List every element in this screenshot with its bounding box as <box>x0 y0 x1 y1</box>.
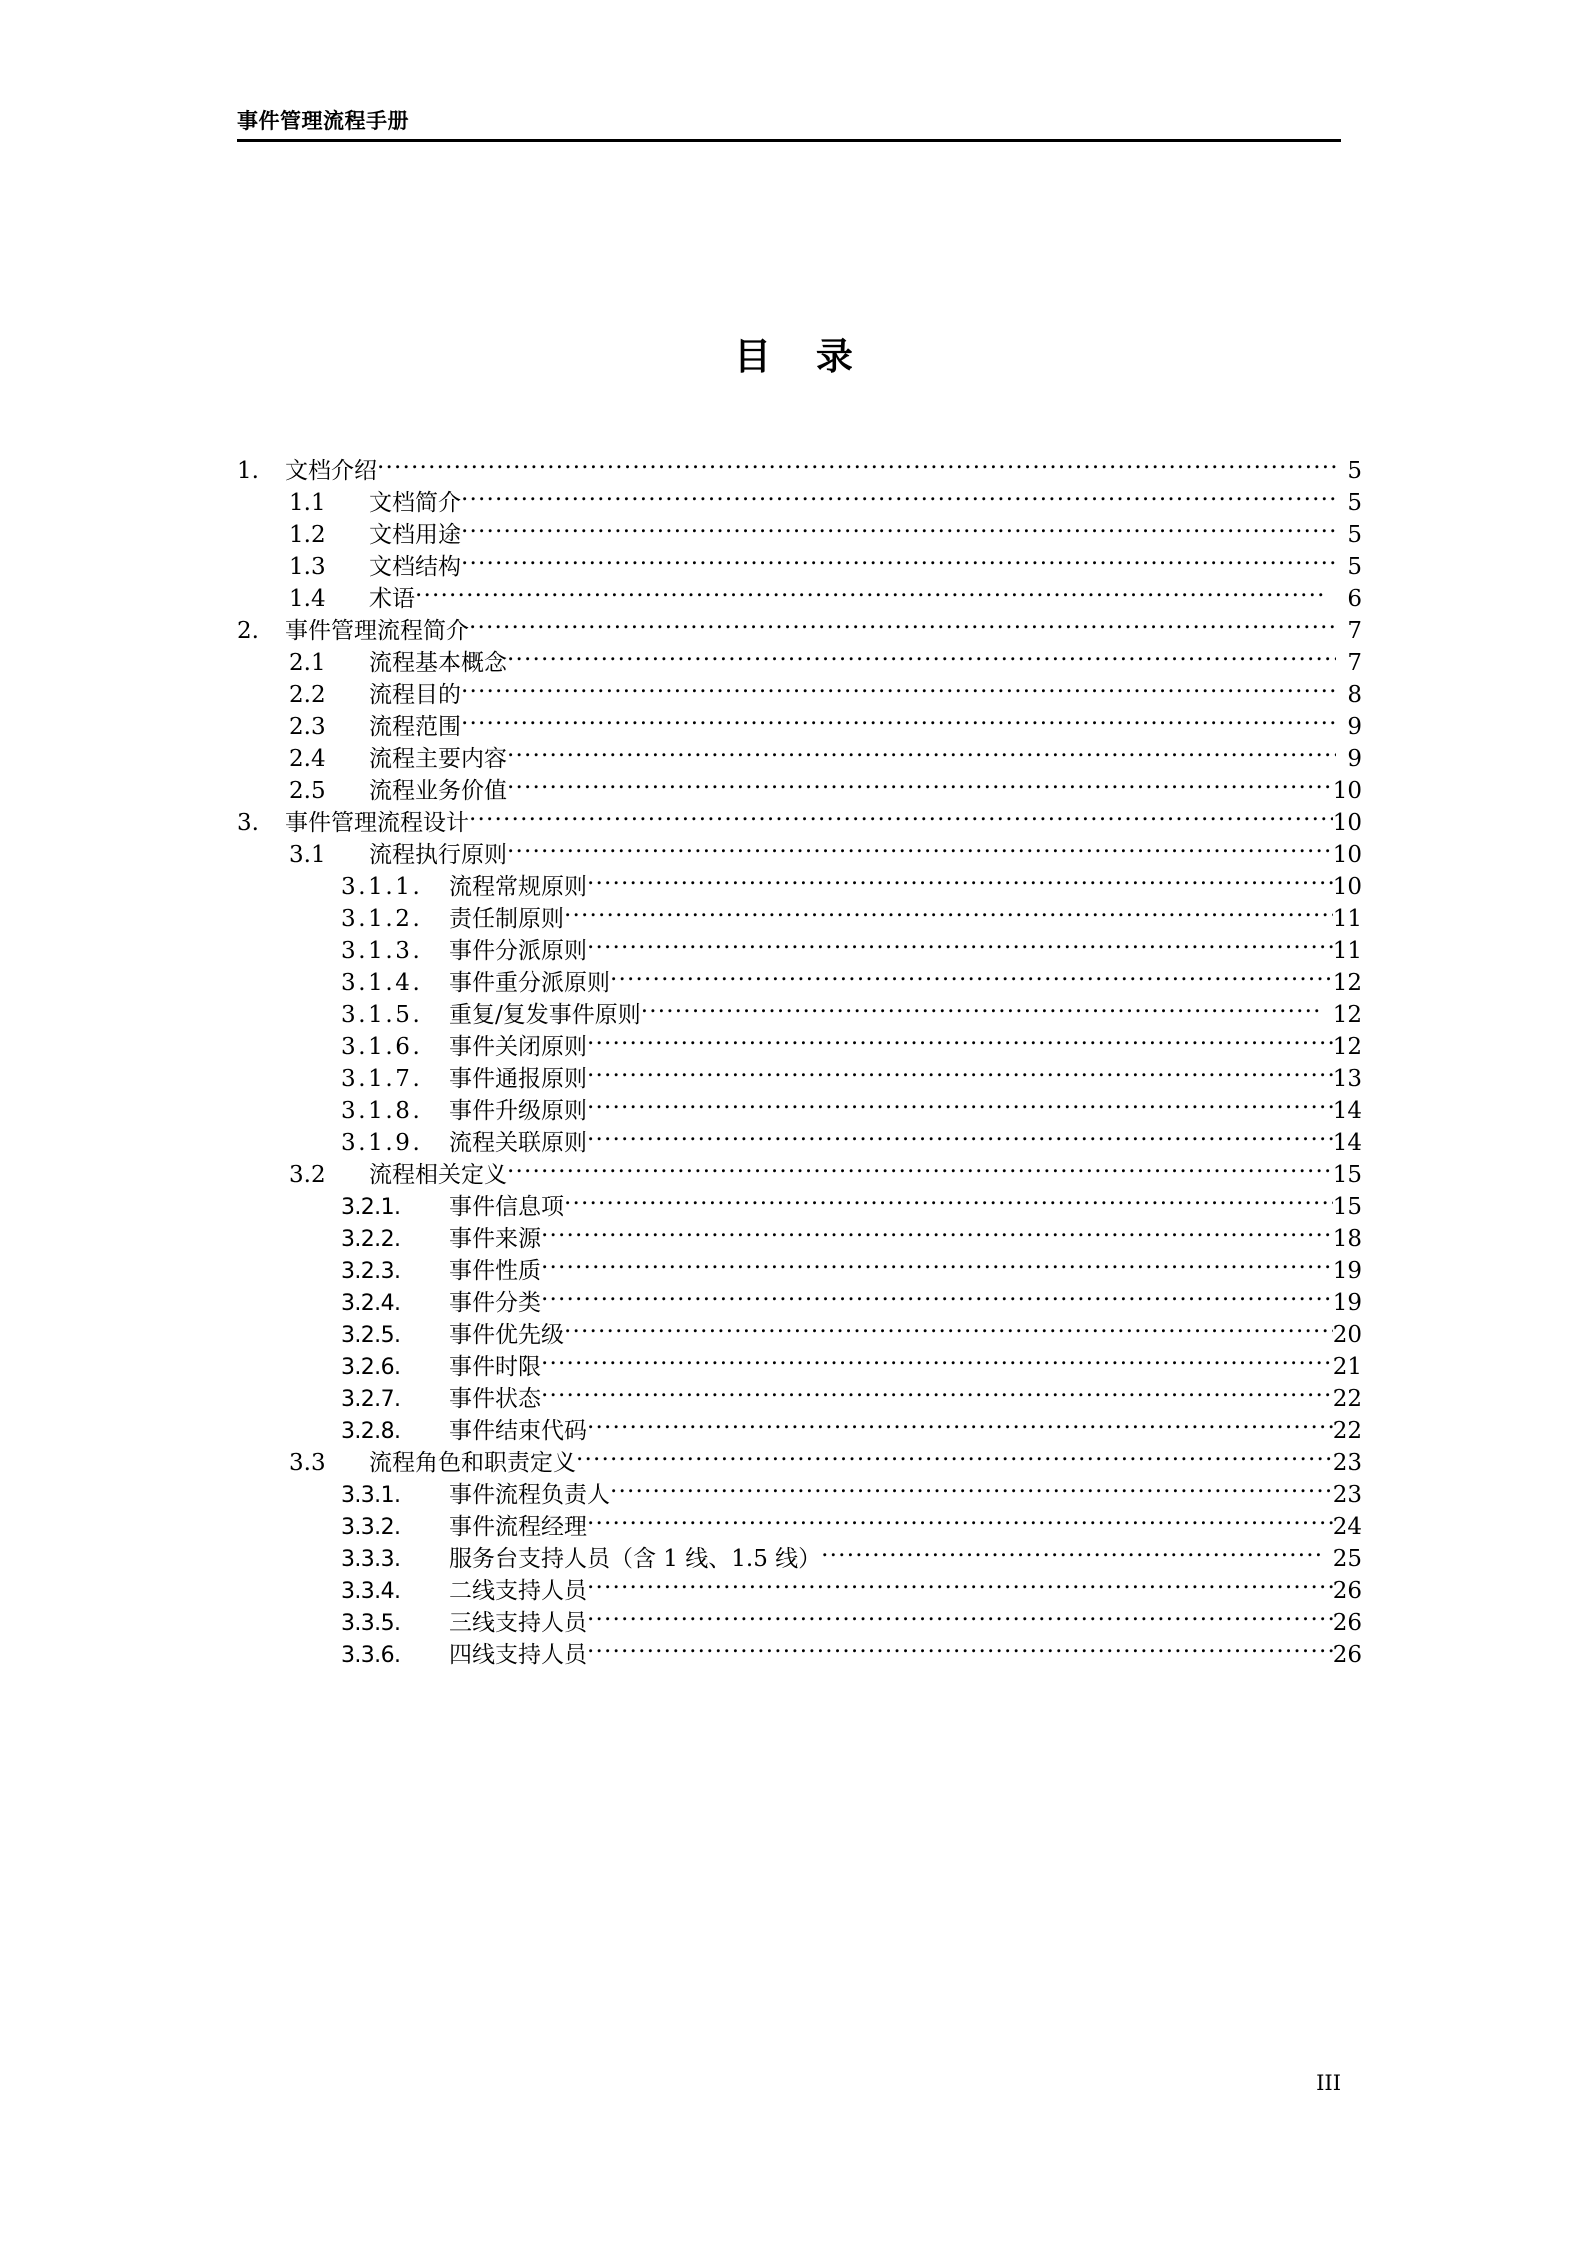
toc-entry[interactable] <box>237 551 1362 583</box>
toc-leader-dots <box>461 679 1336 702</box>
toc-entry-number: 3.3.2. <box>341 1515 401 1540</box>
toc-leader-dots <box>564 1319 1333 1342</box>
toc-entry[interactable] <box>237 487 1362 519</box>
toc-entry-page-number: 13 <box>1332 1066 1362 1092</box>
toc-entry-number: 3.1.9. <box>341 1130 423 1156</box>
toc-leader-dots <box>587 1031 1333 1054</box>
toc-entry[interactable] <box>237 1319 1362 1351</box>
toc-entry-label: 事件通报原则 <box>449 1066 587 1092</box>
toc-entry-number: 3.1.5. <box>341 1002 423 1028</box>
toc-leader-dots <box>541 1351 1333 1374</box>
toc-entry-number: 3.2.2. <box>341 1227 401 1252</box>
toc-leader-dots <box>587 1639 1333 1662</box>
toc-entry-label: 事件信息项 <box>449 1194 564 1220</box>
toc-entry-page-number: 23 <box>1332 1482 1362 1508</box>
toc-leader-dots <box>507 839 1333 862</box>
header-divider <box>237 139 1341 142</box>
toc-entry-number: 3.1.8. <box>341 1098 423 1124</box>
toc-entry-number: 3.3.5. <box>341 1611 401 1636</box>
toc-entry[interactable] <box>237 1159 1362 1191</box>
page-title: 目 录 <box>734 335 869 378</box>
toc-entry-page-number: 22 <box>1332 1386 1362 1412</box>
toc-leader-dots <box>461 519 1336 542</box>
running-header <box>237 108 1341 142</box>
toc-entry-label: 流程业务价值 <box>369 778 507 804</box>
toc-entry-number: 1.2 <box>289 522 326 548</box>
toc-entry-label: 事件流程负责人 <box>449 1482 610 1508</box>
toc-entry-number: 2.1 <box>289 650 326 676</box>
toc-leader-dots <box>507 775 1333 798</box>
toc-entry[interactable] <box>237 1127 1362 1159</box>
toc-entry-page-number: 26 <box>1332 1578 1362 1604</box>
toc-entry[interactable] <box>237 1255 1362 1287</box>
toc-entry[interactable] <box>237 519 1362 551</box>
toc-entry[interactable] <box>237 647 1362 679</box>
toc-entry-number: 3.3.6. <box>341 1643 401 1668</box>
toc-entry-number: 3.3 <box>289 1450 326 1476</box>
toc-entry[interactable] <box>237 1447 1362 1479</box>
toc-leader-dots <box>610 967 1333 990</box>
toc-entry[interactable] <box>237 679 1362 711</box>
toc-entry-number: 3.2.4. <box>341 1291 401 1316</box>
toc-entry-number: 1.4 <box>289 586 326 612</box>
toc-entry-page-number: 19 <box>1332 1290 1362 1316</box>
toc-entry-label: 事件来源 <box>449 1226 541 1252</box>
toc-entry-number: 3.1.7. <box>341 1066 423 1092</box>
toc-leader-dots <box>587 1415 1333 1438</box>
toc-entry-page-number: 5 <box>1347 458 1362 484</box>
toc-entry-page-number: 10 <box>1332 778 1362 804</box>
toc-leader-dots <box>564 1191 1333 1214</box>
toc-entry-label: 重复/复发事件原则 <box>449 1002 641 1028</box>
toc-entry[interactable] <box>237 807 1362 839</box>
toc-entry-label: 文档用途 <box>369 522 461 548</box>
toc-entry-label: 流程主要内容 <box>369 746 507 772</box>
toc-entry-page-number: 10 <box>1332 810 1362 836</box>
toc-entry[interactable] <box>237 1351 1362 1383</box>
toc-entry-number: 3.2 <box>289 1162 326 1188</box>
toc-leader-dots <box>587 935 1333 958</box>
toc-leader-dots <box>469 807 1333 830</box>
toc-leader-dots <box>377 455 1336 478</box>
toc-entry-label: 文档简介 <box>369 490 461 516</box>
toc-entry-page-number: 26 <box>1332 1610 1362 1636</box>
toc-leader-dots <box>587 1127 1333 1150</box>
toc-leader-dots <box>610 1479 1333 1502</box>
toc-entry-page-number: 7 <box>1347 650 1362 676</box>
toc-entry-page-number: 24 <box>1332 1514 1362 1540</box>
toc-leader-dots <box>587 1575 1333 1598</box>
toc-entry[interactable] <box>237 1639 1362 1671</box>
toc-entry[interactable] <box>237 1479 1362 1511</box>
toc-entry-page-number: 26 <box>1332 1642 1362 1668</box>
toc-entry-page-number: 12 <box>1332 1002 1362 1028</box>
toc-leader-dots <box>541 1287 1333 1310</box>
toc-entry-number: 3.1.6. <box>341 1034 423 1060</box>
toc-entry-number: 2. <box>237 618 259 644</box>
toc-entry-label: 文档结构 <box>369 554 461 580</box>
toc-leader-dots <box>461 551 1336 574</box>
toc-entry-page-number: 12 <box>1332 970 1362 996</box>
toc-leader-dots <box>641 999 1323 1022</box>
toc-entry-page-number: 10 <box>1332 842 1362 868</box>
toc-entry-label: 事件管理流程设计 <box>285 810 469 836</box>
toc-leader-dots <box>587 1511 1333 1534</box>
toc-entry-number: 1.3 <box>289 554 326 580</box>
toc-entry-label: 责任制原则 <box>449 906 564 932</box>
toc-entry-number: 3.2.3. <box>341 1259 401 1284</box>
toc-leader-dots <box>507 743 1336 766</box>
toc-entry[interactable] <box>237 1095 1362 1127</box>
toc-entry-page-number: 18 <box>1332 1226 1362 1252</box>
toc-entry-page-number: 22 <box>1332 1418 1362 1444</box>
toc-entry-label: 事件状态 <box>449 1386 541 1412</box>
toc-entry-page-number: 5 <box>1347 554 1362 580</box>
toc-entry-page-number: 20 <box>1332 1322 1362 1348</box>
toc-entry[interactable] <box>237 1383 1362 1415</box>
toc-entry-number: 2.4 <box>289 746 326 772</box>
toc-entry-label: 事件升级原则 <box>449 1098 587 1124</box>
toc-entry-number: 3.3.3. <box>341 1547 401 1572</box>
toc-entry[interactable] <box>237 1031 1362 1063</box>
toc-leader-dots <box>587 1095 1333 1118</box>
toc-leader-dots <box>587 871 1333 894</box>
toc-entry[interactable] <box>237 711 1362 743</box>
toc-entry-label: 三线支持人员 <box>449 1610 587 1636</box>
toc-entry[interactable] <box>237 615 1362 647</box>
toc-entry-label: 术语 <box>369 586 415 612</box>
toc-entry[interactable] <box>237 1575 1362 1607</box>
toc-entry-page-number: 14 <box>1332 1098 1362 1124</box>
toc-entry-label: 事件优先级 <box>449 1322 564 1348</box>
toc-entry-number: 3.1.3. <box>341 938 423 964</box>
toc-leader-dots <box>507 647 1336 670</box>
toc-entry[interactable] <box>237 1511 1362 1543</box>
toc-entry-page-number: 6 <box>1347 586 1362 612</box>
toc-entry[interactable] <box>237 1287 1362 1319</box>
toc-entry-page-number: 11 <box>1332 906 1362 932</box>
toc-entry-number: 3.1 <box>289 842 326 868</box>
toc-entry-label: 流程范围 <box>369 714 461 740</box>
toc-entry[interactable] <box>237 935 1362 967</box>
toc-leader-dots <box>415 583 1326 606</box>
toc-entry[interactable] <box>237 775 1362 807</box>
toc-leader-dots <box>541 1223 1333 1246</box>
toc-leader-dots <box>461 711 1336 734</box>
toc-entry[interactable] <box>237 1191 1362 1223</box>
toc-entry-label: 事件分派原则 <box>449 938 587 964</box>
toc-entry[interactable] <box>237 967 1362 999</box>
toc-entry-page-number: 9 <box>1347 746 1362 772</box>
table-of-contents <box>237 455 1362 1671</box>
toc-entry[interactable] <box>237 1223 1362 1255</box>
header-document-title: 事件管理流程手册 <box>237 109 409 133</box>
toc-entry-label: 流程关联原则 <box>449 1130 587 1156</box>
toc-entry-page-number: 5 <box>1347 522 1362 548</box>
toc-entry-label: 事件流程经理 <box>449 1514 587 1540</box>
toc-entry-page-number: 25 <box>1332 1546 1362 1572</box>
toc-entry-label: 事件结束代码 <box>449 1418 587 1444</box>
toc-entry-number: 3.1.1. <box>341 874 423 900</box>
toc-entry[interactable] <box>237 583 1362 615</box>
toc-entry-number: 1.1 <box>289 490 326 516</box>
toc-entry[interactable] <box>237 1415 1362 1447</box>
toc-entry-page-number: 9 <box>1347 714 1362 740</box>
toc-entry-label: 流程执行原则 <box>369 842 507 868</box>
toc-entry-page-number: 11 <box>1332 938 1362 964</box>
toc-entry-number: 3.2.1. <box>341 1195 401 1220</box>
toc-entry-page-number: 15 <box>1332 1162 1362 1188</box>
toc-entry-label: 事件时限 <box>449 1354 541 1380</box>
toc-entry-page-number: 5 <box>1347 490 1362 516</box>
toc-entry[interactable] <box>237 455 1362 487</box>
toc-entry-label: 事件重分派原则 <box>449 970 610 996</box>
toc-entry-label: 事件性质 <box>449 1258 541 1284</box>
toc-entry-label: 流程角色和职责定义 <box>369 1450 576 1476</box>
toc-entry-number: 3.2.8. <box>341 1419 401 1444</box>
toc-entry-number: 3.1.2. <box>341 906 423 932</box>
toc-leader-dots <box>821 1543 1323 1566</box>
toc-entry-label: 服务台支持人员（含 1 线、1.5 线） <box>449 1546 822 1572</box>
toc-entry-label: 事件分类 <box>449 1290 541 1316</box>
toc-entry[interactable] <box>237 1607 1362 1639</box>
toc-entry[interactable] <box>237 903 1362 935</box>
toc-entry-number: 3.3.1. <box>341 1483 401 1508</box>
toc-entry[interactable] <box>237 1543 1362 1575</box>
toc-leader-dots <box>541 1255 1333 1278</box>
toc-entry-label: 事件关闭原则 <box>449 1034 587 1060</box>
toc-leader-dots <box>587 1607 1333 1630</box>
toc-entry-number: 1. <box>237 458 259 484</box>
toc-entry-page-number: 19 <box>1332 1258 1362 1284</box>
toc-entry-page-number: 15 <box>1332 1194 1362 1220</box>
toc-entry[interactable] <box>237 839 1362 871</box>
toc-entry-label: 流程相关定义 <box>369 1162 507 1188</box>
toc-entry-page-number: 23 <box>1332 1450 1362 1476</box>
toc-entry-page-number: 7 <box>1347 618 1362 644</box>
toc-entry-number: 3.2.5. <box>341 1323 401 1348</box>
toc-entry[interactable] <box>237 1063 1362 1095</box>
toc-entry-label: 二线支持人员 <box>449 1578 587 1604</box>
toc-entry-page-number: 8 <box>1347 682 1362 708</box>
toc-entry[interactable] <box>237 999 1362 1031</box>
toc-entry-number: 3.3.4. <box>341 1579 401 1604</box>
toc-entry[interactable] <box>237 871 1362 903</box>
toc-entry-label: 事件管理流程简介 <box>285 618 469 644</box>
toc-entry-number: 3.1.4. <box>341 970 423 996</box>
toc-entry-label: 四线支持人员 <box>449 1642 587 1668</box>
toc-entry-number: 3.2.6. <box>341 1355 401 1380</box>
toc-leader-dots <box>461 487 1336 510</box>
toc-entry-label: 文档介绍 <box>285 458 377 484</box>
toc-entry-page-number: 12 <box>1332 1034 1362 1060</box>
toc-entry-page-number: 21 <box>1332 1354 1362 1380</box>
toc-leader-dots <box>576 1447 1333 1470</box>
toc-entry-label: 流程常规原则 <box>449 874 587 900</box>
toc-entry[interactable] <box>237 743 1362 775</box>
toc-entry-number: 2.2 <box>289 682 326 708</box>
toc-entry-number: 2.3 <box>289 714 326 740</box>
toc-leader-dots <box>507 1159 1333 1182</box>
toc-entry-label: 流程目的 <box>369 682 461 708</box>
toc-entry-number: 3. <box>237 810 259 836</box>
toc-entry-label: 流程基本概念 <box>369 650 507 676</box>
toc-entry-number: 3.2.7. <box>341 1387 401 1412</box>
toc-leader-dots <box>469 615 1336 638</box>
toc-leader-dots <box>587 1063 1333 1086</box>
toc-entry-page-number: 10 <box>1332 874 1362 900</box>
toc-entry-page-number: 14 <box>1332 1130 1362 1156</box>
toc-leader-dots <box>541 1383 1333 1406</box>
toc-leader-dots <box>564 903 1333 926</box>
toc-entry-number: 2.5 <box>289 778 326 804</box>
footer-page-number: III <box>1316 2071 1341 2095</box>
